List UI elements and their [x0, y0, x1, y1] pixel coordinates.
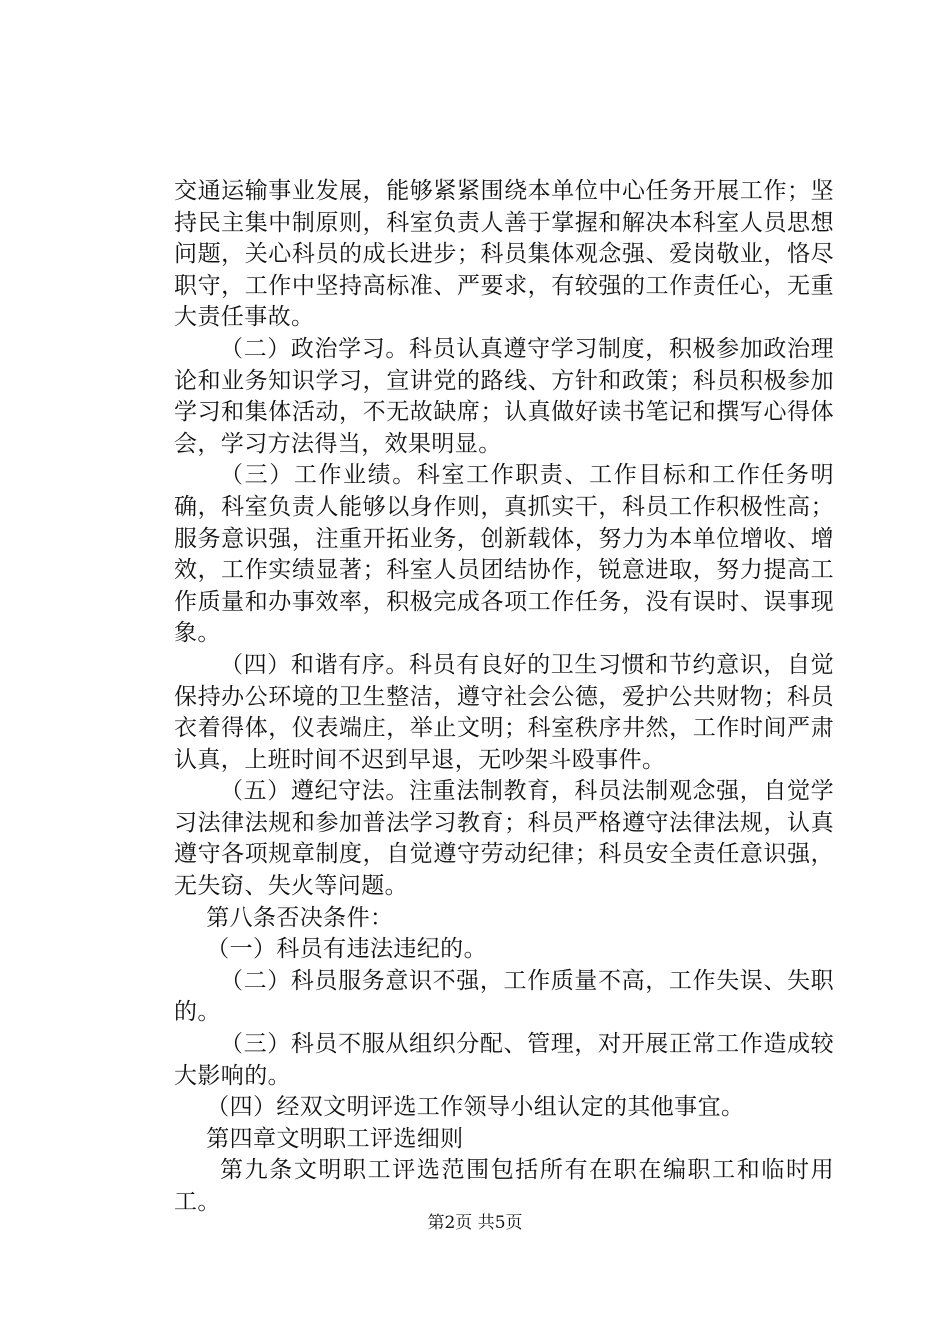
page-footer — [0, 1213, 950, 1233]
article-nine: 第九条文明职工评选范围包括所有在职在编职工和临时用工。 — [174, 1157, 834, 1215]
chapter-four-heading: 第四章文明职工评选细则 — [206, 1125, 464, 1152]
document-body — [174, 176, 834, 1219]
paragraph-harmony-order: （四）和谐有序。科员有良好的卫生习惯和节约意识，自觉保持办公环境的卫生整洁，遵守社会公德，爱护公共财物；科员衣着得体，仪表端庄，举止文明；科室秩序井然，工作时间严肃认真，上班时间不迟到早退，无吵架斗殴事件。 — [174, 651, 834, 773]
veto-item-2: （二）科员服务意识不强，工作质量不高，工作失误、失职的。 — [174, 967, 834, 1026]
page-number-indicator: 第2页 共5页 — [427, 1213, 523, 1233]
veto-item-1: （一）科员有违法违纪的。 — [206, 936, 487, 963]
paragraph-continuation: 交通运输事业发展，能够紧紧围绕本单位中心任务开展工作；坚持民主集中制原则，科室负责人善于掌握和解决本科室人员思想问题，关心科员的成长进步；科员集体观念强、爱岗敬业，恪尽职守，工作中坚持高标准、严要求，有较强的工作责任心，无重大责任事故。 — [174, 178, 834, 331]
paragraph-political-study: （二）政治学习。科员认真遵守学习制度，积极参加政治理论和业务知识学习，宣讲党的路线、方针和政策；科员积极参加学习和集体活动，不无故缺席；认真做好读书笔记和撰写心得体会，学习方法得当，效果明显。 — [174, 335, 834, 457]
veto-item-3: （三）科员不服从组织分配、管理，对开展正常工作造成较大影响的。 — [174, 1031, 834, 1089]
paragraph-work-performance: （三）工作业绩。科室工作职责、工作目标和工作任务明确，科室负责人能够以身作则，真抓实干，科员工作积极性高；服务意识强，注重开拓业务，创新载体，努力为本单位增收、增效，工作实绩显著；科室人员团结协作，锐意进取，努力提高工作质量和办事效率，积极完成各项工作任务，没有误时、误事现象。 — [174, 462, 834, 647]
article-eight-heading: 第八条否决条件： — [206, 904, 394, 931]
paragraph-law-abiding: （五）遵纪守法。注重法制教育，科员法制观念强，自觉学习法律法规和参加普法学习教育；科员严格遵守法律法规，认真遵守各项规章制度，自觉遵守劳动纪律；科员安全责任意识强，无失窃、失火等问题。 — [174, 778, 834, 900]
veto-item-4: （四）经双文明评选工作领导小组认定的其他事宜。 — [206, 1094, 745, 1121]
